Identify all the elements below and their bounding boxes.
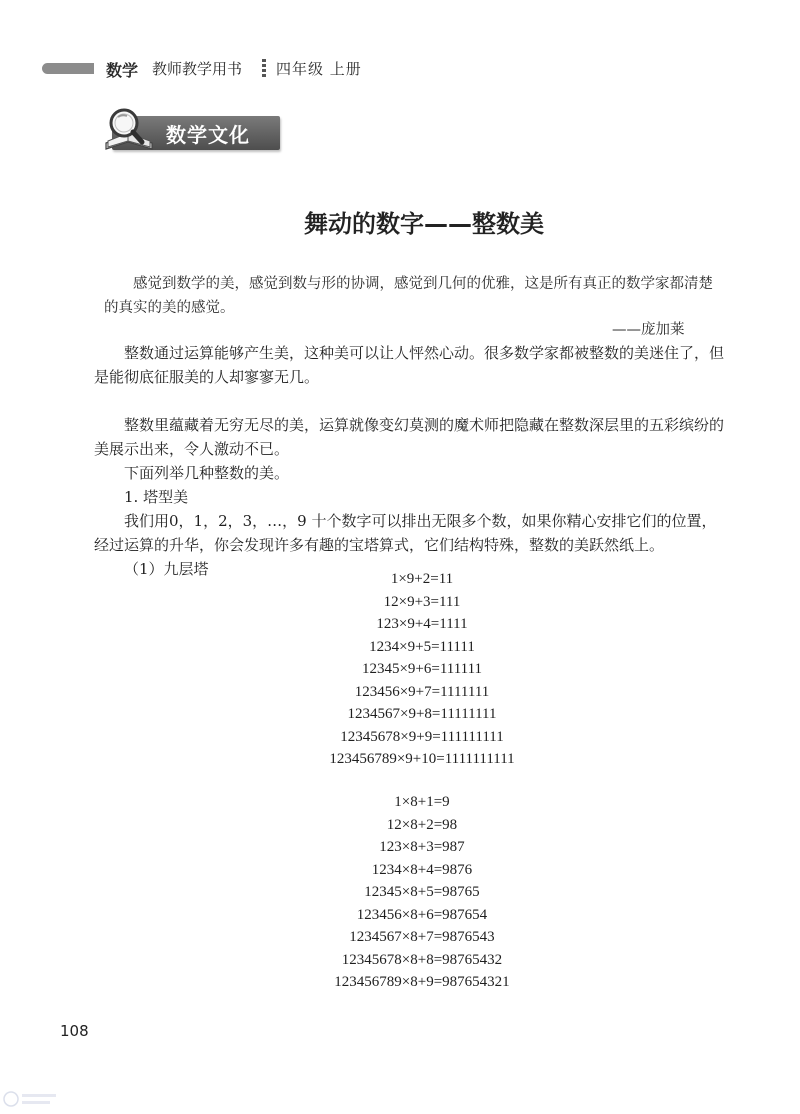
subheading-text: （1）九层塔	[124, 560, 209, 578]
paragraph	[94, 341, 724, 389]
article-title: 舞动的数字——整数美	[304, 210, 544, 238]
header-grade: 四年级 上册	[276, 60, 362, 78]
header-bar-decoration	[42, 63, 94, 74]
paragraph	[94, 413, 724, 461]
header-book: 教师教学用书	[152, 60, 243, 78]
equation-line: 123456×8+6=987654	[356, 906, 488, 923]
equation-line: 1234567×8+7=9876543	[349, 929, 495, 945]
number-pyramid-eights	[0, 791, 800, 994]
equation-line: 1×9+2=11	[390, 571, 454, 587]
paragraph	[94, 509, 724, 557]
epigraph: 感觉到数学的美，感觉到数与形的协调，感觉到几何的优雅，这是所有真正的数学家都清楚的真实的美的感觉。	[104, 276, 713, 316]
equation-line: 12345678×8+8=98765432	[341, 951, 503, 968]
number-pyramid-nines	[0, 568, 800, 771]
equation-line: 123456789×8+9=987654321	[334, 974, 510, 990]
equation-line: 123×8+3=987	[379, 839, 465, 855]
equation-line: 12345×9+6=111111	[361, 661, 483, 677]
equation-line: 12345678×9+9=111111111	[340, 728, 504, 745]
section-label: 数学文化	[166, 123, 250, 147]
equation-line: 123456×9+7=1111111	[354, 683, 490, 700]
paragraph-text: 整数通过运算能够产生美，这种美可以让人怦然心动。很多数学家都被整数的美迷住了，但是能彻底征服美的人却寥寥无几。	[94, 344, 725, 386]
watermark-logo	[2, 1088, 60, 1110]
paragraph-text: 下面列举几种整数的美。	[124, 464, 290, 482]
subheading	[94, 485, 724, 509]
page-number: 108	[60, 1022, 89, 1040]
running-head	[0, 58, 520, 80]
subheading-text: 1. 塔型美	[124, 488, 189, 506]
paragraph	[94, 461, 724, 485]
equation-line: 1234×9+5=11111	[369, 638, 475, 655]
equation-line: 12×8+2=98	[386, 816, 458, 833]
equation-line: 1×8+1=9	[394, 794, 450, 810]
equation-line: 1234×8+4=9876	[371, 861, 473, 878]
equation-line: 123456789×9+10=1111111111	[329, 751, 515, 767]
equation-line: 1234567×9+8=11111111	[347, 706, 497, 722]
paragraph-text: 整数里蕴藏着无穷无尽的美，运算就像变幻莫测的魔术师把隐藏在整数深层里的五彩缤纷的美展示出来，令人激动不已。	[94, 416, 725, 458]
magnifier-book-icon	[96, 105, 162, 157]
equation-line: 12345×8+5=98765	[364, 884, 480, 900]
paragraph-text: 我们用0，1，2，3，…，9 十个数字可以排出无限多个数，如果你精心安排它们的位置，经过运算的升华，你会发现许多有趣的宝塔算式，它们结构特殊，整数的美跃然纸上。	[94, 512, 717, 554]
header-separator	[262, 59, 266, 77]
equation-line: 123×9+4=1111	[376, 616, 468, 632]
epigraph-attribution: ——庞加莱	[612, 322, 685, 338]
equation-line: 12×9+3=111	[383, 593, 461, 610]
header-subject: 数学	[106, 61, 139, 80]
section-banner	[96, 105, 282, 157]
